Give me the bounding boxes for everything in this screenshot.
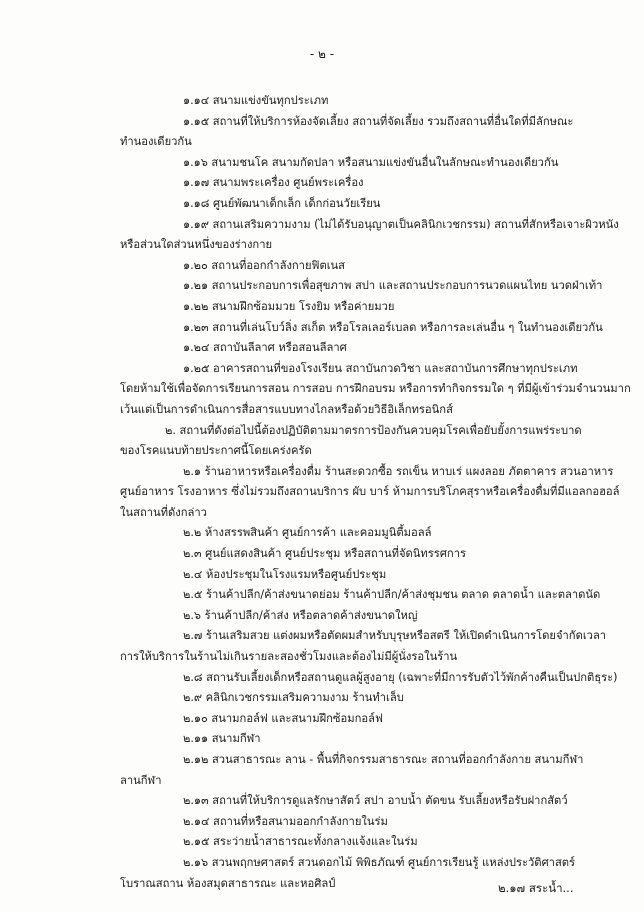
list-item: ๒.๑ ร้านอาหารหรือเครื่องดื่ม ร้านสะดวกซื้อ รถเข็น หาบเร่ แผงลอย ภัตตาคาร สวนอาหาร xyxy=(183,464,614,478)
list-item: ๒.๗ ร้านเสริมสวย แต่งผมหรือตัดผมสำหรับบุรุษหรือสตรี ให้เปิดดำเนินการโดยจำกัดเวลา xyxy=(183,629,607,643)
list-item: ๑.๒๕ อาคารสถานที่ของโรงเรียน สถาบันกวดวิชา และสถาบันการศึกษาทุกประเภท xyxy=(183,361,578,375)
page-number: - ๒ - xyxy=(309,47,335,61)
list-item: ๒.๒ ห้างสรรพสินค้า ศูนย์การค้า และคอมมูนิตี้มอลล์ xyxy=(183,526,432,540)
list-item: ๑.๑๕ สถานที่ให้บริการห้องจัดเลี้ยง สถานที่จัดเลี้ยง รวมถึงสถานที่อื่นใดที่มีลักษณะ xyxy=(183,114,574,128)
continuation-line: ลานกีฬา xyxy=(120,773,162,787)
continuation-line: ของโรคแนบท้ายประกาศนี้โดยเคร่งครัด xyxy=(120,444,312,458)
list-item: ๒.๖ ร้านค้าปลีก/ค้าส่ง หรือตลาดค้าส่งขนาดใหญ่ xyxy=(183,608,418,622)
list-item: ๑.๒๒ สนามฝึกซ้อมมวย โรงยิม หรือค่ายมวย xyxy=(183,299,395,313)
list-item: ๒.๑๑ สนามกีฬา xyxy=(183,732,261,746)
list-item: ๒.๑๒ สวนสาธารณะ ลาน - พื้นที่กิจกรรมสาธารณะ สถานที่ออกกำลังกาย สนามกีฬา xyxy=(183,753,584,766)
list-item: ๒.๙ คลินิกเวชกรรมเสริมความงาม ร้านทำเล็บ xyxy=(183,691,404,705)
continuation-line: ในสถานที่ดังกล่าว xyxy=(120,505,207,519)
list-item: ๒.๕ ร้านค้าปลีก/ค้าส่งขนาดย่อม ร้านค้าปลีก/ค้าส่งชุมชน ตลาด ตลาดน้ำ และตลาดนัด xyxy=(183,588,601,602)
list-item: ๑.๒๑ สถานประกอบการเพื่อสุขภาพ สปา และสถานประกอบการนวดแผนไทย นวดฝ่าเท้า xyxy=(183,279,603,293)
continuation-marker: ๒.๑๗ สระน้ำ... xyxy=(498,881,574,895)
continuation-line: การให้บริการในร้านไม่เกินรายละสองชั่วโมงและต้องไม่มีผู้นั่งรอในร้าน xyxy=(120,650,458,664)
list-item: ๑.๑๙ สถานเสริมความงาม (ไม่ได้รับอนุญาตเป็นคลินิกเวชกรรม) สถานที่สักหรือเจาะผิวหนัง xyxy=(183,217,619,231)
list-item: ๑.๑๘ ศูนย์พัฒนาเด็กเล็ก เด็กก่อนวัยเรียน xyxy=(183,196,381,210)
list-item: ๑.๒๐ สถานที่ออกกำลังกายฟิตเนส xyxy=(183,258,346,272)
list-item: ๑.๑๔ สนามแข่งขันทุกประเภท xyxy=(183,94,329,107)
continuation-line: ศูนย์อาหาร โรงอาหาร ซึ่งไม่รวมถึงสถานบริการ ผับ บาร์ ห้ามการบริโภคสุราหรือเครื่องดื่มที่มีแอลกอฮอล์ xyxy=(120,485,620,499)
continuation-line: เว้นแต่เป็นการดำเนินการสื่อสารแบบทางไกลหรือด้วยวิธีอิเล็กทรอนิกส์ xyxy=(120,402,453,416)
continuation-line: โบราณสถาน ห้องสมุดสาธารณะ และหอศิลป์ xyxy=(120,876,336,890)
list-item: ๒.๑๔ สถานที่หรือสนามออกกำลังกายในร่ม xyxy=(183,814,388,828)
continuation-line: หรือส่วนใดส่วนหนึ่งของร่างกาย xyxy=(120,238,273,252)
list-item: ๑.๒๔ สถาบันลีลาศ หรือสอนลีลาศ xyxy=(183,341,347,355)
continuation-line: โดยห้ามใช้เพื่อจัดการเรียนการสอน การสอบ การฝึกอบรม หรือการทำกิจกรรมใด ๆ ที่มีผู้เข้าร่วมจำนวนมาก xyxy=(120,382,631,396)
list-item: ๒.๑๓ สถานที่ให้บริการดูแลรักษาสัตว์ สปา อาบน้ำ ตัดขน รับเลี้ยงหรือรับฝากสัตว์ xyxy=(183,794,568,808)
list-item: ๒.๑๐ สนามกอล์ฟ และสนามฝึกซ้อมกอล์ฟ xyxy=(183,711,383,725)
list-item: ๒.๑๕ สระว่ายน้ำสาธารณะทั้งกลางแจ้งและในร่ม xyxy=(183,835,418,849)
list-item: ๒.๑๖ สวนพฤกษศาสตร์ สวนดอกไม้ พิพิธภัณฑ์ ศูนย์การเรียนรู้ แหล่งประวัติศาสตร์ xyxy=(183,855,576,869)
continuation-line: ทำนองเดียวกัน xyxy=(120,135,192,149)
document-body xyxy=(0,91,644,894)
section-heading: ๒. สถานที่ดังต่อไปนี้ต้องปฏิบัติตามมาตรการป้องกันควบคุมโรคเพื่อยับยั้งการแพร่ระบาด xyxy=(165,423,582,437)
list-item: ๒.๘ สถานรับเลี้ยงเด็กหรือสถานดูแลผู้สูงอายุ (เฉพาะที่มีการรับตัวไว้พักค้างคืนเป็นปกติธุระ) xyxy=(183,670,618,684)
list-item: ๑.๑๗ สนามพระเครื่อง ศูนย์พระเครื่อง xyxy=(183,176,364,190)
list-item: ๑.๑๖ สนามชนโค สนามกัดปลา หรือสนามแข่งขันอื่นในลักษณะทำนองเดียวกัน xyxy=(183,155,559,169)
list-item: ๑.๒๓ สถานที่เล่นโบว์ลิ่ง สเก็ต หรือโรลเลอร์เบลด หรือการละเล่นอื่น ๆ ในทำนองเดียวกัน xyxy=(183,320,603,334)
list-item: ๒.๔ ห้องประชุมในโรงแรมหรือศูนย์ประชุม xyxy=(183,567,387,581)
list-item: ๒.๓ ศูนย์แสดงสินค้า ศูนย์ประชุม หรือสถานที่จัดนิทรรศการ xyxy=(183,547,466,561)
